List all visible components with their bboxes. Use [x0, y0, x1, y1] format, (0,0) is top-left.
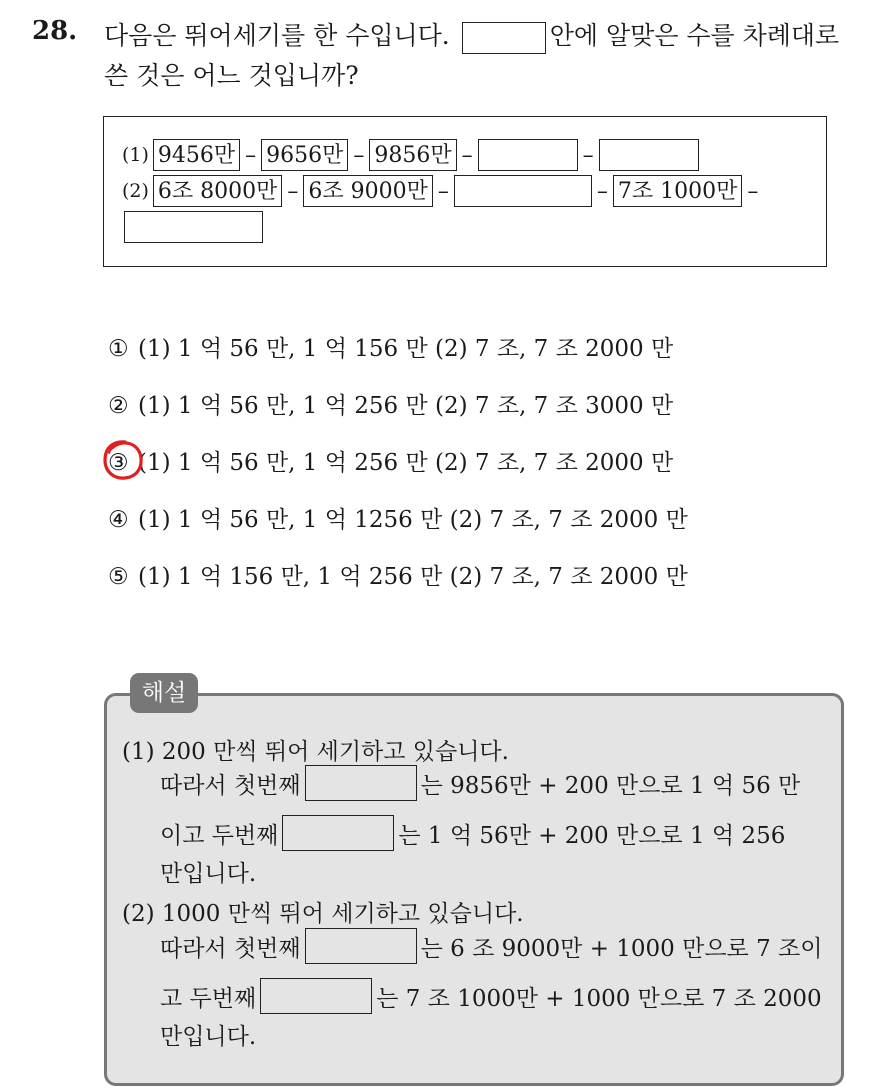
- solution-p1-line-2-a: 따라서 첫번째: [160, 772, 301, 799]
- solution-p1-line-4: 만입니다.: [160, 861, 257, 887]
- question-inline-blank: [462, 22, 546, 54]
- row-2-label: (2): [122, 180, 149, 202]
- solution-p1-line-3-a: 이고 두번째: [160, 822, 279, 849]
- dash: –: [747, 178, 759, 204]
- option-1-symbol: ①: [108, 336, 129, 362]
- solution-p1-line-3: [160, 815, 785, 851]
- row-1-value-2: 9656만: [261, 139, 348, 171]
- option-2[interactable]: [108, 387, 673, 420]
- row-1-value-1: 9456만: [153, 139, 240, 171]
- dash: –: [461, 142, 473, 168]
- solution-p2-line-2-b: 는 6 조 9000만 + 1000 만으로 7 조이: [420, 935, 823, 962]
- option-2-symbol: ②: [108, 393, 129, 419]
- problem-row-2: [122, 175, 763, 207]
- row-2-answer-blank-2: [124, 211, 263, 243]
- solution-p1-line-1: (1) 200 만씩 뛰어 세기하고 있습니다.: [122, 739, 509, 765]
- question-text-before-box: 다음은 뛰어세기를 한 수입니다.: [104, 21, 450, 50]
- problem-row-1: [122, 139, 699, 171]
- solution-blank-4: [260, 978, 372, 1014]
- option-3-text: (1) 1 억 56 만, 1 억 256 만 (2) 7 조, 7 조 2000 만: [138, 450, 674, 476]
- dash: –: [287, 178, 299, 204]
- solution-blank-2: [282, 815, 394, 851]
- option-3[interactable]: [108, 444, 673, 477]
- dash: –: [596, 178, 608, 204]
- solution-p2-line-1: (2) 1000 만씩 뛰어 세기하고 있습니다.: [122, 901, 524, 927]
- question-number: 28.: [32, 16, 78, 46]
- solution-p2-line-3-b: 는 7 조 1000만 + 1000 만으로 7 조 2000: [376, 985, 822, 1012]
- option-4[interactable]: [108, 501, 688, 534]
- solution-p2-line-3-a: 고 두번째: [160, 985, 257, 1012]
- solution-tag: 해설: [130, 673, 198, 713]
- option-5-text: (1) 1 억 156 만, 1 억 256 만 (2) 7 조, 7 조 2000 만: [138, 564, 688, 590]
- dash: –: [582, 142, 594, 168]
- solution-p2-line-3: [160, 978, 822, 1014]
- dash: –: [437, 178, 449, 204]
- selected-answer-circle-icon: [101, 438, 145, 482]
- option-5[interactable]: [108, 558, 688, 591]
- option-1[interactable]: [108, 330, 673, 363]
- row-2-value-2: 6조 9000만: [303, 175, 432, 207]
- option-3-symbol: ③: [108, 450, 129, 476]
- option-5-symbol: ⑤: [108, 564, 129, 590]
- row-1-label: (1): [122, 144, 149, 166]
- dash: –: [353, 142, 365, 168]
- solution-p2-line-2: [160, 928, 822, 964]
- solution-p1-line-3-b: 는 1 억 56만 + 200 만으로 1 억 256: [398, 822, 786, 849]
- solution-blank-3: [305, 928, 417, 964]
- row-1-value-3: 9856만: [369, 139, 456, 171]
- solution-p1-line-2-b: 는 9856만 + 200 만으로 1 억 56 만: [420, 772, 801, 799]
- solution-p1-line-2: [160, 765, 800, 801]
- solution-p2-line-4: 만입니다.: [160, 1024, 257, 1050]
- solution-p2-line-2-a: 따라서 첫번째: [160, 935, 301, 962]
- row-2-value-3: 7조 1000만: [613, 175, 742, 207]
- option-2-text: (1) 1 억 56 만, 1 억 256 만 (2) 7 조, 7 조 3000 만: [138, 393, 674, 419]
- dash: –: [245, 142, 257, 168]
- option-1-text: (1) 1 억 56 만, 1 억 156 만 (2) 7 조, 7 조 2000 만: [138, 336, 674, 362]
- row-2-value-1: 6조 8000만: [153, 175, 282, 207]
- question-line-1: [104, 16, 839, 54]
- option-4-text: (1) 1 억 56 만, 1 억 1256 만 (2) 7 조, 7 조 2000 만: [138, 507, 688, 533]
- option-4-symbol: ④: [108, 507, 129, 533]
- question-line-2: 쓴 것은 어느 것입니까?: [104, 61, 359, 90]
- row-1-answer-blank-1: [478, 139, 578, 171]
- question-text-after-box: 안에 알맞은 수를 차례대로: [549, 21, 840, 50]
- solution-blank-1: [305, 765, 417, 801]
- row-1-answer-blank-2: [599, 139, 699, 171]
- row-2-answer-blank-1: [454, 175, 592, 207]
